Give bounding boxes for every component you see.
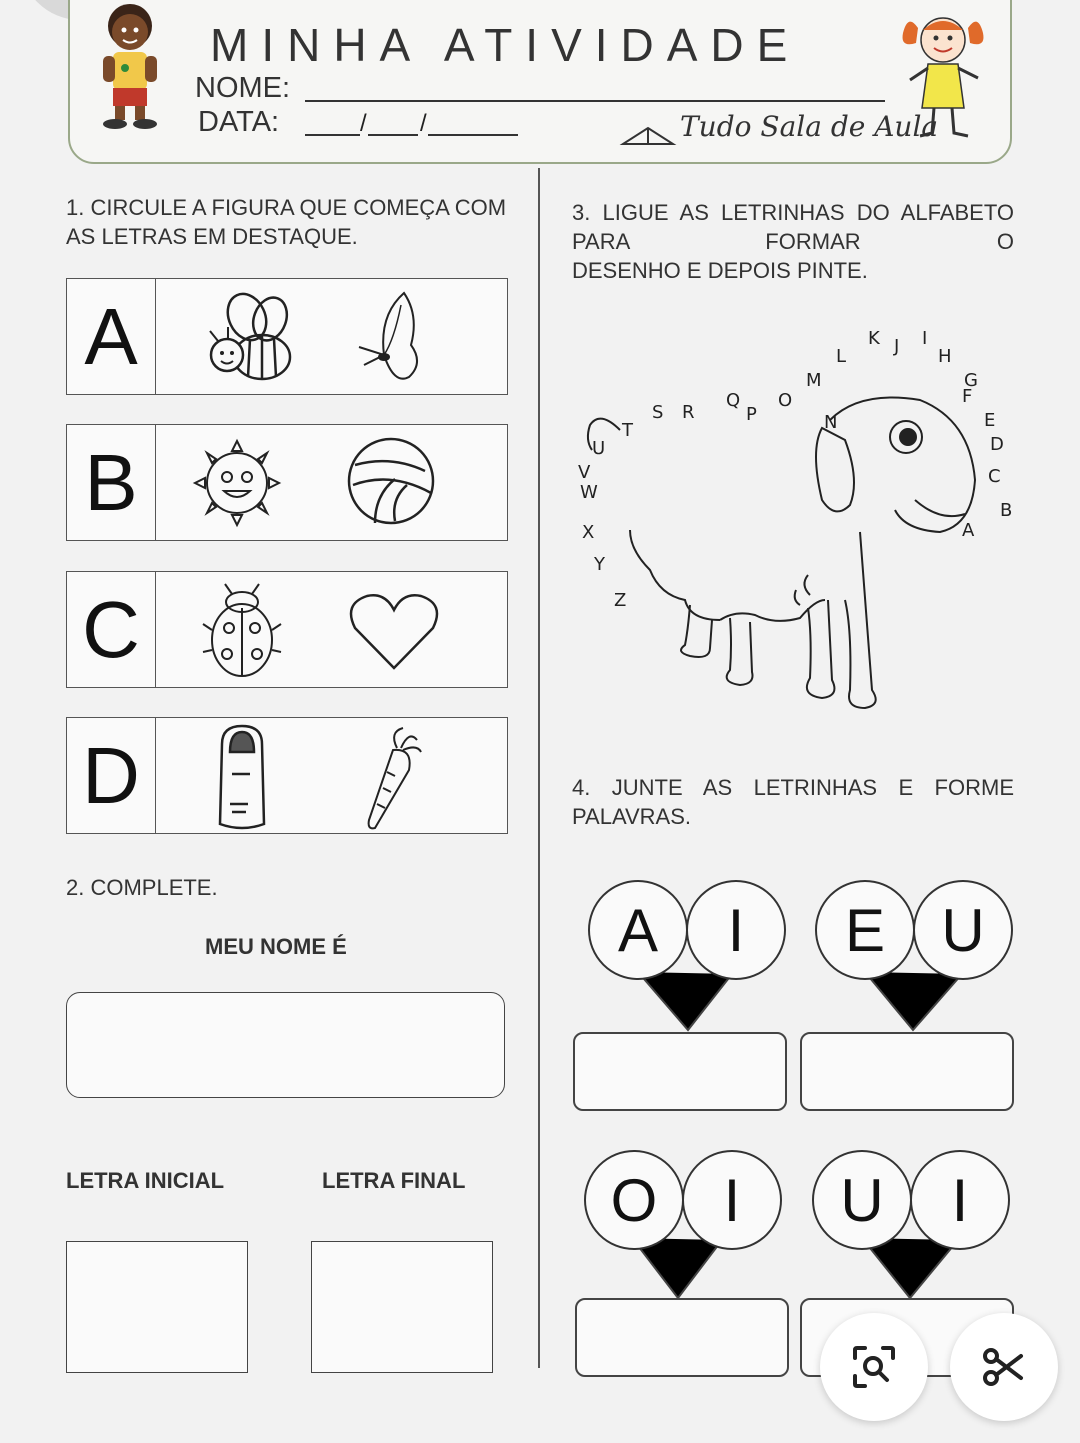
carrot-icon[interactable] bbox=[357, 726, 427, 832]
letter-cell: B bbox=[67, 425, 156, 540]
dot-letter-x: X bbox=[582, 522, 595, 543]
worksheet-title: MINHA ATIVIDADE bbox=[210, 19, 801, 71]
question-3-text-main: 3. LIGUE AS LETRINHAS DO ALFABETO PARA FORMAR O bbox=[572, 200, 1014, 254]
dot-letter-a: A bbox=[962, 520, 975, 541]
dot-letter-r: R bbox=[682, 402, 695, 423]
my-name-label: MEU NOME É bbox=[205, 934, 347, 959]
butterfly-icon[interactable] bbox=[339, 285, 439, 389]
dot-letter-w: W bbox=[580, 482, 598, 503]
dot-letter-g: G bbox=[964, 370, 978, 391]
dot-letter-d: D bbox=[990, 434, 1004, 455]
initial-letter-box[interactable] bbox=[66, 1241, 248, 1373]
ladybug-icon[interactable] bbox=[197, 580, 287, 684]
dot-letter-b: B bbox=[1000, 500, 1013, 521]
bee-icon[interactable] bbox=[192, 287, 302, 387]
dot-letter-c: C bbox=[988, 466, 1001, 487]
dot-letter-y: Y bbox=[594, 554, 605, 575]
lens-search-button[interactable] bbox=[820, 1313, 928, 1421]
question-2-text: 2. COMPLETE. bbox=[66, 875, 218, 900]
book-logo-icon bbox=[618, 118, 678, 148]
nome-line[interactable] bbox=[305, 100, 885, 102]
final-letter-box[interactable] bbox=[311, 1241, 493, 1373]
word-answer-box[interactable] bbox=[800, 1032, 1014, 1111]
question-1-text: 1. CIRCULE A FIGURA QUE COMEÇA COM AS LETRAS EM DESTAQUE. bbox=[66, 195, 507, 249]
column-divider bbox=[538, 168, 540, 1368]
dot-letter-u: U bbox=[592, 438, 606, 459]
nome-label: NOME: bbox=[195, 72, 291, 104]
date-separator-1: / bbox=[360, 110, 367, 137]
finger-icon[interactable] bbox=[212, 724, 272, 832]
question-4-text: 4. JUNTE AS LETRINHAS E FORME PALAVRAS. bbox=[572, 775, 1014, 829]
date-day-line[interactable] bbox=[305, 134, 360, 136]
letter-bubble: I bbox=[682, 1150, 782, 1250]
letter-cell: C bbox=[67, 572, 156, 687]
letter-row-c bbox=[66, 571, 508, 688]
heart-icon[interactable] bbox=[347, 590, 441, 672]
ball-icon[interactable] bbox=[345, 435, 437, 527]
dot-letter-l: L bbox=[836, 346, 847, 367]
dot-letter-p: P bbox=[746, 404, 757, 425]
date-separator-2: / bbox=[420, 110, 427, 137]
letter-row-a bbox=[66, 278, 508, 395]
dot-letter-e: E bbox=[984, 410, 996, 431]
letter-bubble: U bbox=[913, 880, 1013, 980]
letter-bubble: E bbox=[815, 880, 915, 980]
scissors-icon bbox=[981, 1344, 1027, 1390]
dot-letter-t: T bbox=[622, 420, 633, 441]
letter-bubble: O bbox=[584, 1150, 684, 1250]
lens-search-icon bbox=[849, 1342, 899, 1392]
letter-bubble: I bbox=[686, 880, 786, 980]
dot-letter-f: F bbox=[962, 386, 973, 407]
letter-cell: A bbox=[67, 279, 156, 394]
name-answer-box[interactable] bbox=[66, 992, 505, 1098]
sun-icon[interactable] bbox=[182, 431, 292, 535]
question-3-text bbox=[572, 198, 1014, 285]
dot-letter-k: K bbox=[868, 328, 880, 349]
initial-letter-label: LETRA INICIAL bbox=[66, 1168, 225, 1193]
brand-logo-text: Tudo Sala de Aula bbox=[680, 110, 939, 143]
dot-letter-s: S bbox=[652, 402, 664, 423]
sheep-icon[interactable] bbox=[560, 300, 1030, 720]
final-letter-label: LETRA FINAL bbox=[322, 1168, 466, 1193]
dot-letter-h: H bbox=[938, 346, 952, 367]
dot-letter-i: I bbox=[922, 328, 928, 349]
dot-letter-j: J bbox=[894, 336, 900, 357]
letter-row-b bbox=[66, 424, 508, 541]
scissors-button[interactable] bbox=[950, 1313, 1058, 1421]
date-year-line[interactable] bbox=[428, 134, 518, 136]
dot-letter-z: Z bbox=[614, 590, 627, 611]
dot-letter-o: O bbox=[778, 390, 793, 411]
question-3-text-last: DESENHO E DEPOIS PINTE. bbox=[572, 258, 868, 283]
letter-bubble: I bbox=[910, 1150, 1010, 1250]
dot-letter-q: Q bbox=[726, 390, 741, 411]
dot-letter-v: V bbox=[578, 462, 591, 483]
data-label: DATA: bbox=[198, 106, 280, 138]
letter-cell: D bbox=[67, 718, 156, 833]
letter-bubble: A bbox=[588, 880, 688, 980]
word-answer-box[interactable] bbox=[573, 1032, 787, 1111]
dot-letter-m: M bbox=[806, 370, 822, 391]
dot-letter-n: N bbox=[824, 412, 838, 433]
date-month-line[interactable] bbox=[368, 134, 418, 136]
boy-illustration-icon bbox=[95, 2, 165, 132]
letter-row-d bbox=[66, 717, 508, 834]
word-answer-box[interactable] bbox=[575, 1298, 789, 1377]
letter-bubble: U bbox=[812, 1150, 912, 1250]
